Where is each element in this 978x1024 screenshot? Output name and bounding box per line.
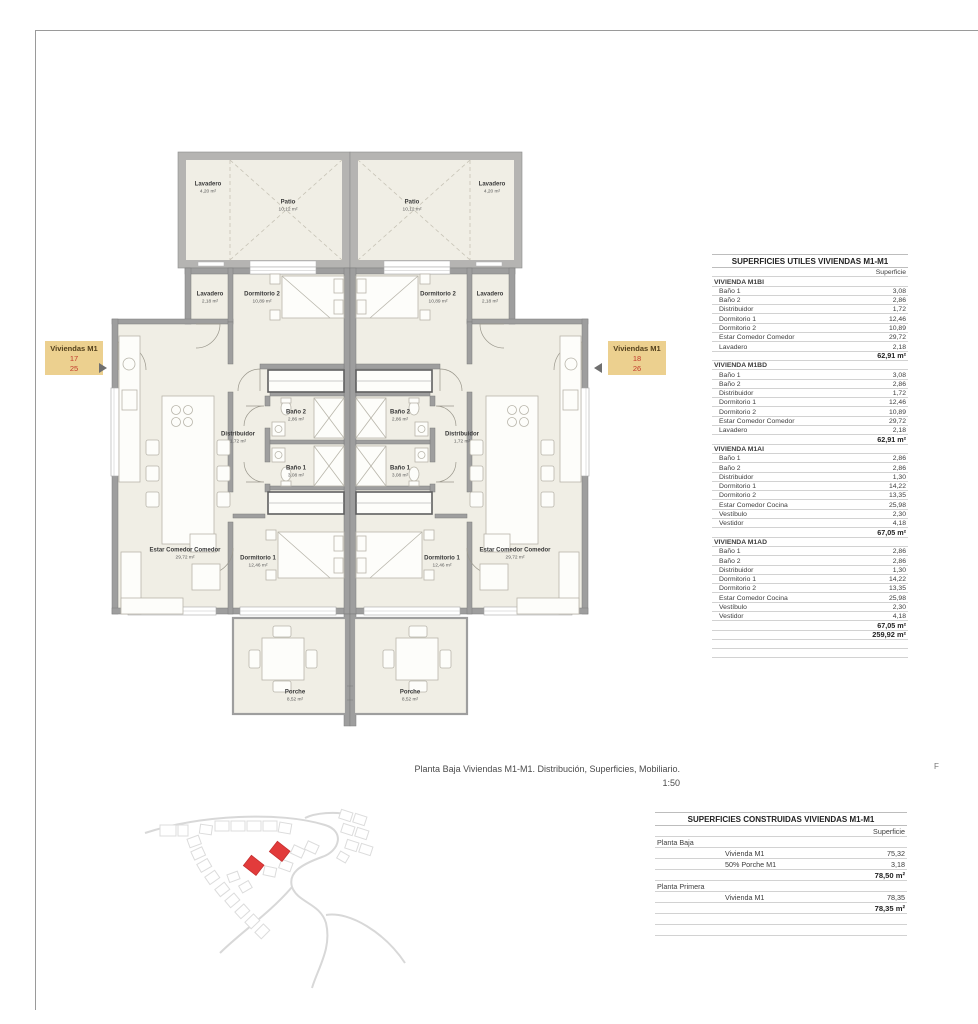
table-row: Baño 2 2,86 [712, 463, 908, 472]
table-construidas-body [655, 837, 907, 936]
table-construidas-title: SUPERFICIES CONSTRUIDAS VIVIENDAS M1-M1 [655, 812, 907, 826]
table-row: Vestíbulo 2,30 [712, 603, 908, 612]
table-row: Estar Comedor Comedor 29,72 [712, 333, 908, 342]
bed-dormitorio1 [266, 530, 344, 580]
table-row: Dormitorio 1 12,46 [712, 398, 908, 407]
room-label-porche-left: Porche 8,52 m² [284, 689, 306, 702]
floor-plan-drawing [100, 140, 600, 740]
dwelling-unit-left [111, 152, 350, 726]
table-row-section: Planta Baja [655, 837, 907, 848]
table-superficies-utiles [712, 254, 908, 658]
room-label-bano1-right: Baño 1 3,08 m² [389, 465, 411, 478]
table-row-subtotal: 78,50 m² [655, 870, 907, 881]
table-row: Baño 1 3,08 [712, 287, 908, 296]
table-utiles-body [712, 277, 908, 658]
table-row-blank [712, 649, 908, 658]
room-label-porche-right: Porche 8,52 m² [399, 689, 421, 702]
table-row: Dormitorio 2 13,35 [712, 584, 908, 593]
table-row: Dormitorio 1 14,22 [712, 575, 908, 584]
room-label-lavadero-left: Lavadero 2,18 m² [196, 291, 224, 304]
room-label-lavadero-patio-left: Lavadero 4,20 m² [194, 181, 222, 194]
table-row-subtotal: 67,05 m² [712, 621, 908, 630]
patio-floor [186, 160, 342, 260]
table-row-group: VIVIENDA M1BI [712, 277, 908, 286]
unit-tag-left-title: Viviendas M1 [50, 344, 98, 353]
site-buildings [160, 809, 373, 938]
sheet-border-top [35, 30, 978, 31]
table-row: Distribuidor 1,30 [712, 566, 908, 575]
room-label-distribuidor-right: Distribuidor 1,72 m² [445, 431, 479, 444]
table-row: Dormitorio 2 10,89 [712, 407, 908, 416]
table-row: Vivienda M1 75,32 [655, 848, 907, 859]
room-label-bano2-left: Baño 2 2,86 m² [285, 409, 307, 422]
table-row: Baño 2 2,86 [712, 556, 908, 565]
floor-plan [100, 140, 600, 740]
table-row: Dormitorio 1 14,22 [712, 482, 908, 491]
room-label-patio-right: Patio 10,12 m² [402, 199, 422, 212]
sheet-border-left [35, 30, 36, 1010]
caption-scale: 1:50 [662, 777, 680, 788]
site-location-map [140, 803, 440, 993]
tag-arrow-right-icon [594, 363, 602, 373]
unit-tag-left-num2: 25 [69, 363, 79, 373]
table-row: Baño 2 2,86 [712, 380, 908, 389]
table-utiles-header: Superficie [712, 268, 908, 277]
table-row: Dormitorio 2 13,35 [712, 491, 908, 500]
table-construidas-header: Superficie [655, 826, 907, 837]
room-label-lavadero-patio-right: Lavadero 4,20 m² [478, 181, 506, 194]
room-label-bano2-right: Baño 2 2,86 m² [389, 409, 411, 422]
room-label-distribuidor-left: Distribuidor 1,72 m² [221, 431, 255, 444]
room-label-estar-left: Estar Comedor Comedor 29,72 m² [149, 547, 221, 560]
patio-door-opening [250, 261, 316, 267]
table-row-blank [712, 640, 908, 649]
table-row: Estar Comedor Cocina 25,98 [712, 500, 908, 509]
table-row: Dormitorio 2 10,89 [712, 324, 908, 333]
room-label-lavadero-right: Lavadero 2,18 m² [476, 291, 504, 304]
room-label-estar-right: Estar Comedor Comedor 29,72 m² [479, 547, 551, 560]
table-row-subtotal: 62,91 m² [712, 435, 908, 444]
room-label-bano1-left: Baño 1 3,08 m² [285, 465, 307, 478]
unit-tag-right-num1: 18 [632, 353, 642, 363]
edge-letter: F [934, 762, 939, 771]
table-superficies-construidas [655, 812, 907, 936]
kitchen-counter [119, 336, 140, 482]
table-row-section: Planta Primera [655, 881, 907, 892]
table-row-group: VIVIENDA M1AD [712, 538, 908, 547]
table-row-subtotal: 67,05 m² [712, 528, 908, 537]
table-row: Baño 1 2,86 [712, 547, 908, 556]
table-row-blank [655, 925, 907, 936]
table-row: Distribuidor 1,30 [712, 473, 908, 482]
table-row: Baño 1 2,86 [712, 454, 908, 463]
room-label-patio-left: Patio 10,12 m² [278, 199, 298, 212]
table-row: Dormitorio 1 12,46 [712, 314, 908, 323]
table-row-subtotal: 62,91 m² [712, 352, 908, 361]
drawing-caption [330, 763, 680, 790]
table-utiles-title: SUPERFICIES UTILES VIVIENDAS M1-M1 [712, 254, 908, 268]
table-row: Vestidor 4,18 [712, 612, 908, 621]
room-label-dormitorio2-left: Dormitorio 2 10,89 m² [244, 291, 280, 304]
porch [233, 618, 346, 714]
tag-arrow-left-icon [99, 363, 107, 373]
table-row: Vivienda M1 78,35 [655, 892, 907, 903]
dwelling-unit-right [350, 152, 589, 726]
patio-window [198, 262, 224, 266]
table-row: Estar Comedor Cocina 25,98 [712, 593, 908, 602]
unit-tag-right-title: Viviendas M1 [613, 344, 661, 353]
table-row: Lavadero 2,18 [712, 426, 908, 435]
table-row: Lavadero 2,18 [712, 342, 908, 351]
unit-tag-right-num2: 26 [632, 363, 642, 373]
dining-table [162, 396, 214, 544]
room-label-dormitorio1-left: Dormitorio 1 12,46 m² [240, 555, 276, 568]
unit-tag-left-num1: 17 [69, 353, 79, 363]
table-row: Vestidor 4,18 [712, 519, 908, 528]
table-row: Baño 1 3,08 [712, 370, 908, 379]
table-row-group: VIVIENDA M1AI [712, 445, 908, 454]
table-row: Estar Comedor Comedor 29,72 [712, 417, 908, 426]
caption-text: Planta Baja Viviendas M1-M1. Distribución, Superficies, Mobiliario. [414, 764, 680, 774]
room-label-dormitorio2-right: Dormitorio 2 10,89 m² [420, 291, 456, 304]
table-row: Distribuidor 1,72 [712, 389, 908, 398]
unit-tag-left [45, 341, 103, 375]
table-row: 50% Porche M1 3,18 [655, 859, 907, 870]
table-row-blank [655, 914, 907, 925]
room-label-dormitorio1-right: Dormitorio 1 12,46 m² [424, 555, 460, 568]
table-row: Vestíbulo 2,30 [712, 510, 908, 519]
table-row-subtotal: 78,35 m² [655, 903, 907, 914]
table-row: Distribuidor 1,72 [712, 305, 908, 314]
unit-tag-right [608, 341, 666, 375]
table-row-total: 259,92 m² [712, 631, 908, 640]
table-row: Baño 2 2,86 [712, 296, 908, 305]
table-row-group: VIVIENDA M1BD [712, 361, 908, 370]
